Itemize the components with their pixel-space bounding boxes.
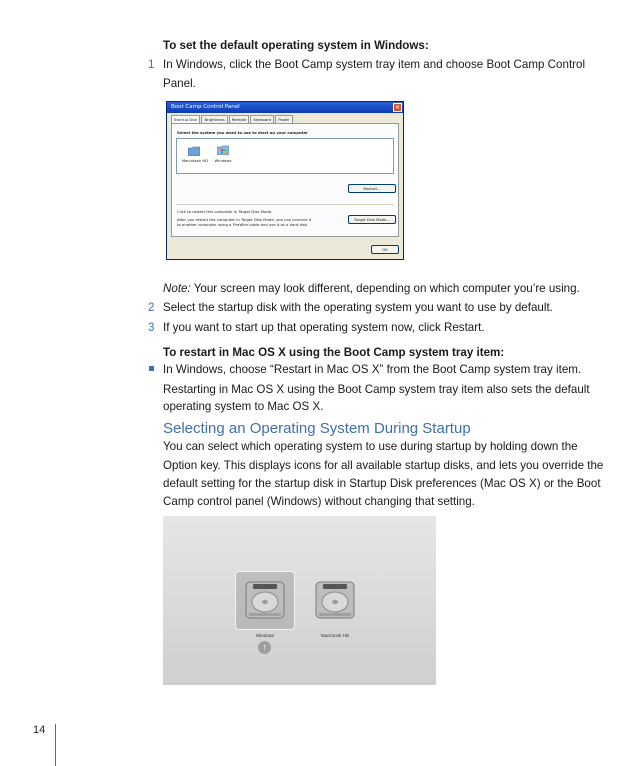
paragraph-line: Camp control panel (Windows) without changing that setting. — [163, 495, 475, 508]
dialog-tabs — [171, 115, 294, 123]
boot-camp-control-panel-screenshot — [166, 101, 404, 260]
paragraph-line: You can select which operating system to use during startup by holding down the — [163, 440, 578, 453]
step-text: In Windows, click the Boot Camp system tray item and choose Boot Camp Control — [163, 58, 586, 71]
bullet-text: In Windows, choose “Restart in Mac OS X” from the Boot Camp system tray item. — [163, 363, 582, 376]
windows-disk-icon — [217, 145, 229, 155]
bullet-icon — [149, 366, 154, 371]
disk-label-windows: Windows — [255, 633, 275, 638]
target-disk-text: After you restart the computer in Target Disk Mode, you can connect it — [177, 217, 312, 222]
paragraph-line: Option key. This displays icons for all available startup disks, and lets you override the — [163, 459, 604, 472]
hard-disk-icon[interactable] — [243, 578, 287, 622]
restart-button[interactable]: Restart... — [348, 184, 396, 193]
paragraph-line: Restarting in Mac OS X using the Boot Camp system tray item also sets the default — [163, 383, 590, 396]
target-disk-mode-button[interactable]: Target Disk Mode... — [348, 215, 396, 224]
procedure-heading-default-os: To set the default operating system in Windows: — [163, 39, 429, 52]
up-arrow-icon[interactable]: ↑ — [258, 641, 271, 654]
section-heading: Selecting an Operating System During Startup — [163, 420, 471, 437]
disk-list — [176, 138, 394, 174]
step-number: 1 — [148, 58, 155, 71]
step-number: 2 — [148, 301, 155, 314]
target-disk-text: to another computer using a FireWire cable and use it as a hard disk. — [177, 222, 309, 227]
ok-button[interactable]: OK — [371, 245, 399, 254]
target-disk-text: Click to restart this computer in Target Disk Mode. — [177, 209, 273, 214]
tab-startup-disk[interactable]: Startup Disk — [171, 115, 200, 123]
startup-disk-pane — [171, 123, 399, 237]
divider — [176, 204, 394, 205]
dialog-instruction: Select the system you want to use to start up your computer — [177, 130, 308, 135]
folder-icon — [188, 146, 200, 156]
disk-label: Macintosh HD — [181, 158, 209, 163]
disk-label-macintosh-hd: Macintosh HD — [320, 633, 350, 638]
disk-label: Windows — [214, 158, 232, 163]
tab-power[interactable]: Power — [275, 115, 292, 123]
page-rule — [55, 724, 56, 766]
dialog-title: Boot Camp Control Panel — [171, 104, 240, 110]
page-number: 14 — [33, 724, 46, 736]
step-number: 3 — [148, 321, 155, 334]
step-text: If you want to start up that operating system now, click Restart. — [163, 321, 485, 334]
procedure-heading-restart: To restart in Mac OS X using the Boot Camp system tray item: — [163, 346, 505, 359]
dialog-title-bar — [167, 102, 403, 113]
disk-item-macintosh-hd[interactable] — [181, 143, 209, 171]
step-text-continued: Panel. — [163, 77, 196, 90]
disk-item-windows[interactable] — [211, 143, 235, 171]
tab-remote[interactable]: Remote — [229, 115, 250, 123]
paragraph-line: default setting for the startup disk in Startup Disk preferences (Mac OS X) or the Boot — [163, 477, 601, 490]
startup-manager-screenshot — [163, 516, 436, 685]
close-icon[interactable]: ✕ — [394, 104, 401, 111]
hard-disk-icon[interactable] — [313, 578, 357, 622]
note-text: Your screen may look different, depending on which computer you’re using. — [193, 282, 580, 295]
step-text: Select the startup disk with the operating system you want to use by default. — [163, 301, 553, 314]
tab-brightness[interactable]: Brightness — [201, 115, 227, 123]
tab-keyboard[interactable]: Keyboard — [250, 115, 274, 123]
note-label: Note: — [163, 282, 191, 295]
paragraph-line: operating system to Mac OS X. — [163, 400, 324, 413]
note — [163, 279, 580, 298]
